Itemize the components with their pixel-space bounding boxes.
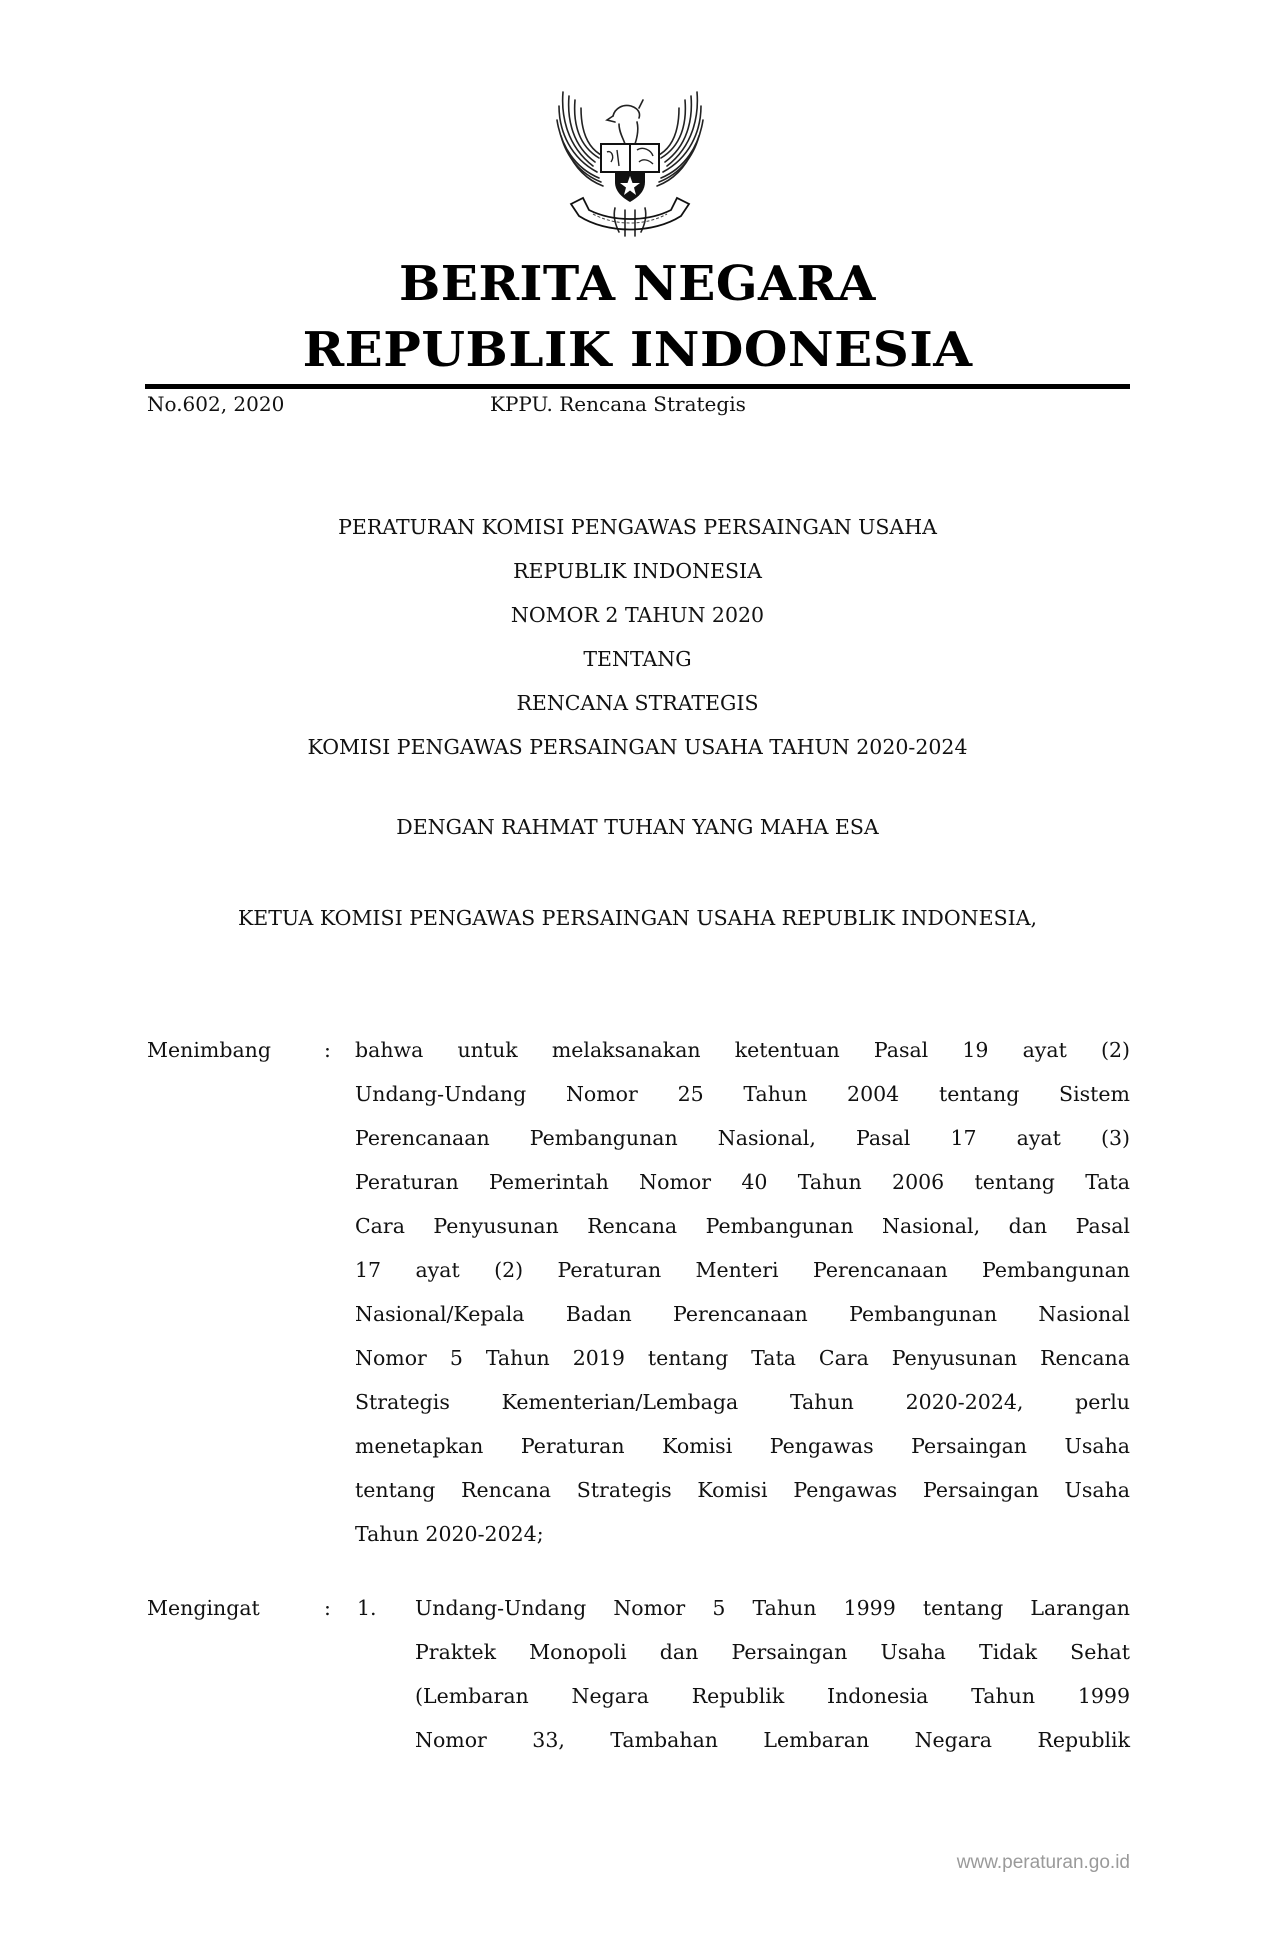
title-line: PERATURAN KOMISI PENGAWAS PERSAINGAN USAHA <box>338 515 937 539</box>
gazette-subject: KPPU. Rencana Strategis <box>490 392 746 416</box>
text-line: Nasional/Kepala Badan Perencanaan Pembangunan Nasional <box>355 1302 1130 1326</box>
text-line: Undang-Undang Nomor 25 Tahun 2004 tentang Sistem <box>355 1082 1130 1106</box>
masthead-title-line1: BERITA NEGARA <box>399 256 876 312</box>
opening-invocation: DENGAN RAHMAT TUHAN YANG MAHA ESA <box>396 815 879 839</box>
title-line: KOMISI PENGAWAS PERSAINGAN USAHA TAHUN 2020-2024 <box>307 735 968 759</box>
regulation-title <box>0 505 1275 769</box>
text-line: Nomor 33, Tambahan Lembaran Negara Republik <box>415 1728 1130 1752</box>
text-line: Strategis Kementerian/Lembaga Tahun 2020-2024, perlu <box>355 1390 1130 1414</box>
menimbang-text <box>355 1028 1130 1556</box>
mengingat-item-number: 1. <box>357 1596 377 1620</box>
menimbang-label: Menimbang <box>147 1038 271 1062</box>
issuing-official: KETUA KOMISI PENGAWAS PERSAINGAN USAHA REPUBLIK INDONESIA, <box>237 906 1038 930</box>
mengingat-label: Mengingat <box>147 1596 260 1620</box>
title-line: TENTANG <box>583 647 692 671</box>
mengingat-colon: : <box>324 1596 331 1620</box>
mengingat-item-text <box>415 1586 1130 1762</box>
masthead-divider <box>145 384 1130 389</box>
title-line: REPUBLIK INDONESIA <box>513 559 762 583</box>
text-line: bahwa untuk melaksanakan ketentuan Pasal 19 ayat (2) <box>355 1038 1130 1062</box>
text-line: Perencanaan Pembangunan Nasional, Pasal 17 ayat (3) <box>355 1126 1130 1150</box>
text-line: (Lembaran Negara Republik Indonesia Tahun 1999 <box>415 1684 1130 1708</box>
garuda-emblem-icon <box>553 86 707 244</box>
text-line: Nomor 5 Tahun 2019 tentang Tata Cara Penyusunan Rencana <box>355 1346 1130 1370</box>
text-line: tentang Rencana Strategis Komisi Pengawas Persaingan Usaha <box>355 1478 1130 1502</box>
text-line: Praktek Monopoli dan Persaingan Usaha Tidak Sehat <box>415 1640 1130 1664</box>
text-line: Undang-Undang Nomor 5 Tahun 1999 tentang Larangan <box>415 1596 1130 1620</box>
text-line: Peraturan Pemerintah Nomor 40 Tahun 2006 tentang Tata <box>355 1170 1130 1194</box>
title-line: RENCANA STRATEGIS <box>516 691 759 715</box>
text-line: menetapkan Peraturan Komisi Pengawas Persaingan Usaha <box>355 1434 1130 1458</box>
masthead-title-line2: REPUBLIK INDONESIA <box>302 322 973 378</box>
title-line: NOMOR 2 TAHUN 2020 <box>510 603 765 627</box>
gazette-number: No.602, 2020 <box>147 392 285 416</box>
text-line: 17 ayat (2) Peraturan Menteri Perencanaan Pembangunan <box>355 1258 1130 1282</box>
text-line: Cara Penyusunan Rencana Pembangunan Nasional, dan Pasal <box>355 1214 1130 1238</box>
menimbang-colon: : <box>324 1038 331 1062</box>
footer-website-link[interactable]: www.peraturan.go.id <box>956 1852 1130 1873</box>
text-line: Tahun 2020-2024; <box>355 1522 544 1546</box>
